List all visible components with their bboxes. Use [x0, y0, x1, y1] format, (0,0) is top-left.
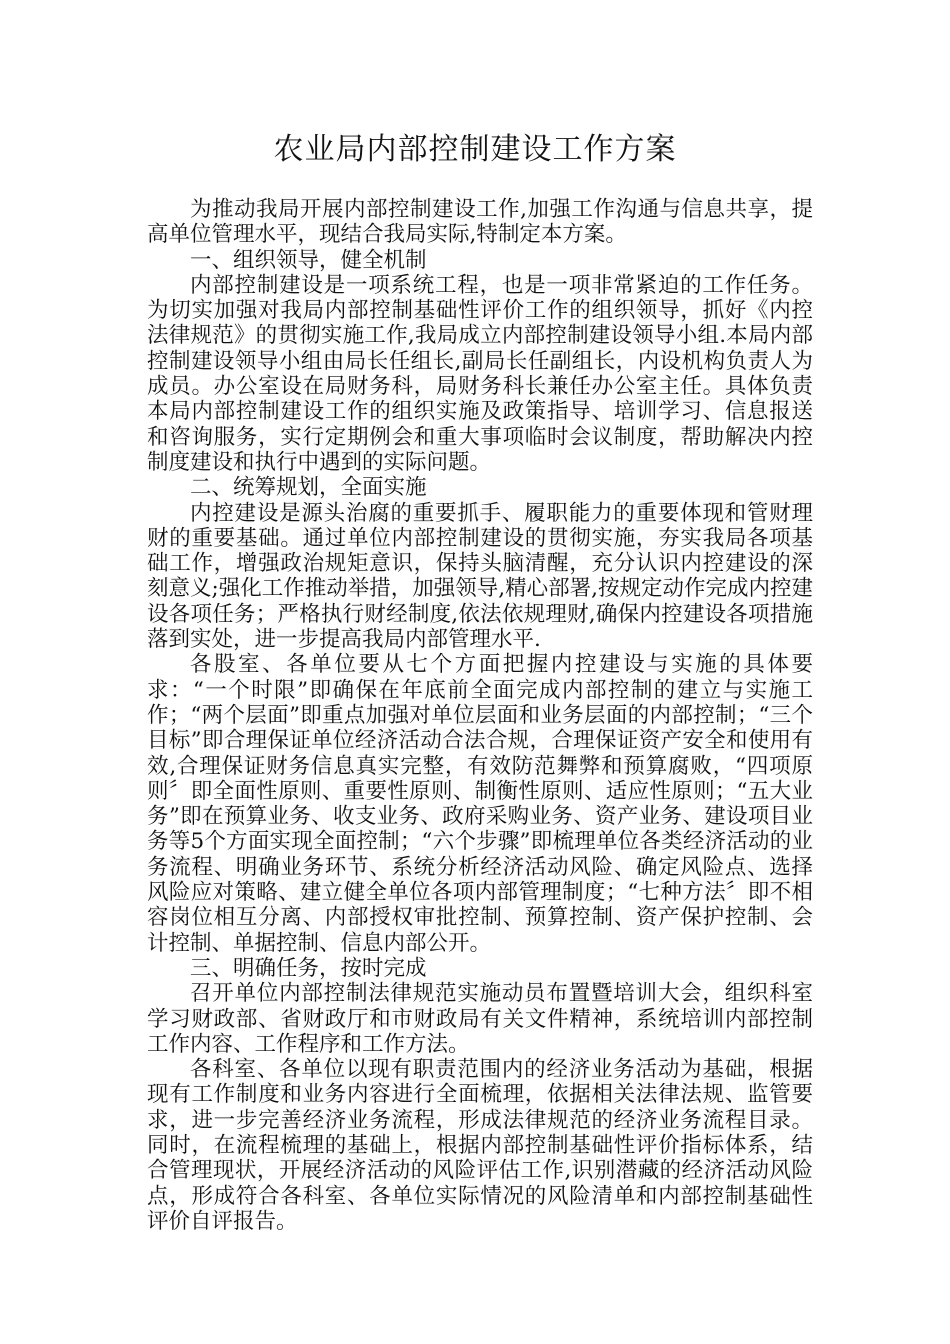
document-body — [147, 197, 813, 1234]
section-heading-1: 一、组织领导，健全机制 — [190, 247, 427, 273]
section-heading-3: 三、明确任务，按时完成 — [190, 955, 427, 981]
section-3-paragraph-1: 召开单位内部控制法律规范实施动员布置暨培训大会，组织科室学习财政部、省财政厅和市财政局有关文件精神，系统培训内部控制工作内容、工作程序和工作方法。 — [147, 981, 813, 1057]
section-2-paragraph-1: 内控建设是源头治腐的重要抓手、履职能力的重要体现和管财理财的重要基础。通过单位内部控制建设的贯彻实施，夯实我局各项基础工作，增强政治规矩意识，保持头脑清醒，充分认识内控建设的深刻意义;强化工作推动举措，加强领导,精心部署,按规定动作完成内控建设各项任务；严格执行财经制度,依法依规理财,确保内控建设各项措施落到实处，进一步提高我局内部管理水平. — [147, 500, 813, 653]
document-title: 农业局内部控制建设工作方案 — [273, 132, 677, 167]
intro-paragraph: 为推动我局开展内部控制建设工作,加强工作沟通与信息共享，提高单位管理水平，现结合我局实际,特制定本方案。 — [147, 197, 813, 248]
section-heading-2: 二、统筹规划，全面实施 — [190, 475, 427, 501]
section-1-paragraph-1: 内部控制建设是一项系统工程，也是一项非常紧迫的工作任务。为切实加强对我局内部控制基础性评价工作的组织领导，抓好《内控法律规范》的贯彻实施工作,我局成立内部控制建设领导小组.本局内部控制建设领导小组由局长任组长,副局长任副组长，内设机构负责人为成员。办公室设在局财务科，局财务科长兼任办公室主任。具体负责本局内部控制建设工作的组织实施及政策指导、培训学习、信息报送和咨询服务，实行定期例会和重大事项临时会议制度，帮助解决内控制度建设和执行中遇到的实际问题。 — [147, 272, 813, 475]
section-2-paragraph-2: 各股室、各单位要从七个方面把握内控建设与实施的具体要求：“一个时限”即确保在年底前全面完成内部控制的建立与实施工作；“两个层面”即重点加强对单位层面和业务层面的内部控制；“三个目标”即合理保证单位经济活动合法合规，合理保证资产安全和使用有效,合理保证财务信息真实完整，有效防范舞弊和预算腐败，“四项原则〞即全面性原则、重要性原则、制衡性原则、适应性原则；“五大业务”即在预算业务、收支业务、政府采购业务、资产业务、建设项目业务等5个方面实现全面控制；“六个步骤”即梳理单位各类经济活动的业务流程、明确业务环节、系统分析经济活动风险、确定风险点、选择风险应对策略、建立健全单位各项内部管理制度；“七种方法〞即不相容岗位相互分离、内部授权审批控制、预算控制、资产保护控制、会计控制、单据控制、信息内部公开。 — [147, 652, 813, 956]
section-3-paragraph-2: 各科室、各单位以现有职责范围内的经济业务活动为基础，根据现有工作制度和业务内容进行全面梳理，依据相关法律法规、监管要求，进一步完善经济业务流程，形成法律规范的经济业务流程目录。同时，在流程梳理的基础上，根据内部控制基础性评价指标体系，结合管理现状，开展经济活动的风险评估工作,识别潜藏的经济活动风险点，形成符合各科室、各单位实际情况的风险清单和内部控制基础性评价自评报告。 — [147, 1057, 813, 1234]
